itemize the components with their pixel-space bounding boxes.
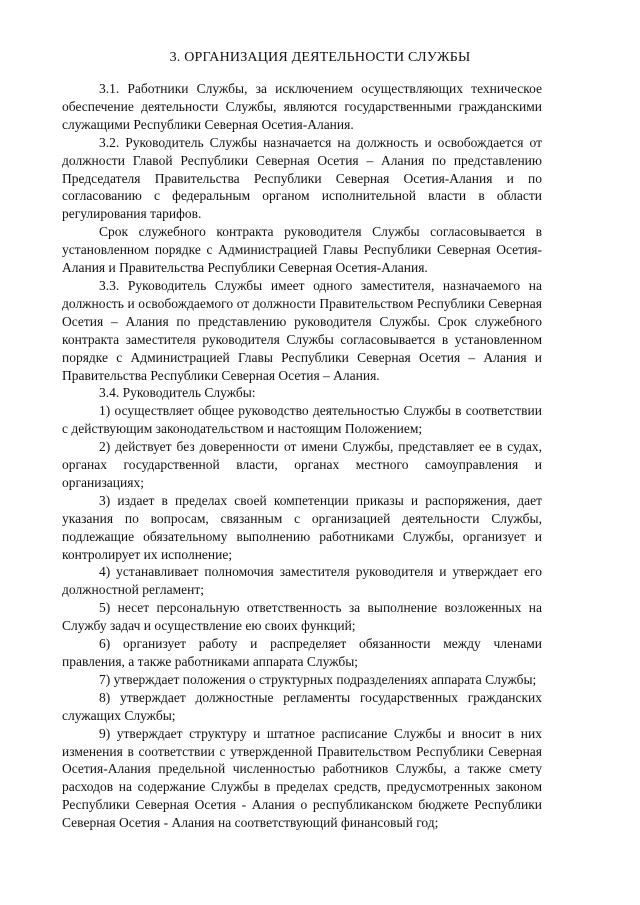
list-item-2: 2) действует без доверенности от имени Службы, представляет ее в судах, органах государственной власти, органах местного самоуправления и организациях; <box>62 439 542 490</box>
list-item-9: 9) утверждает структуру и штатное расписание Службы и вносит в них изменения в соответствии с утвержденной Правительством Республики Северная Осетия-Алания предельной численностью работников Службы, а также смету расходов на содержание Службы в пределах средств, предусмотренных законом Республики Северная Осетия - Алания о республиканском бюджете Республики Северная Осетия - Алания на соответствующий финансовый год; <box>62 725 542 831</box>
list-item-4: 4) устанавливает полномочия заместителя руководителя и утверждает его должностной регламент; <box>62 564 542 598</box>
paragraph-contract-term: Срок служебного контракта руководителя Службы согласовывается в установленном порядке с Администрацией Главы Республики Северная Осетия-Алания и Правительства Республики Северная Осетия-Алания. <box>62 224 542 276</box>
paragraph-3-4: 3.4. Руководитель Службы: <box>99 385 256 401</box>
paragraph-3-3: 3.3. Руководитель Службы имеет одного заместителя, назначаемого на должность и освобождаемого от должности Правительством Республики Северная Осетия – Алания по представлению руководителя Службы. Срок служебного контракта заместителя руководителя Службы согласовывается в установленном порядке с Администрацией Главы Республики Северная Осетия – Алания и Правительства Республики Северная Осетия – Алания. <box>62 277 542 383</box>
paragraph-3-2: 3.2. Руководитель Службы назначается на должность и освобождается от должности Главой Республики Северная Осетия – Алания по представлению Председателя Правительства Республики Северная Осетия-Алания и по согласованию с федеральным органом исполнительной власти в области регулирования тарифов. <box>62 134 542 222</box>
section-title: 3. ОРГАНИЗАЦИЯ ДЕЯТЕЛЬНОСТИ СЛУЖБЫ <box>169 50 471 65</box>
list-item-5: 5) несет персональную ответственность за выполнение возложенных на Службу задач и осуществление ею своих функций; <box>62 600 542 634</box>
paragraph-3-1: 3.1. Работники Службы, за исключением осуществляющих техническое обеспечение деятельности Службы, являются государственными гражданскими служащими Республики Северная Осетия-Алания. <box>62 81 542 132</box>
document-body <box>62 80 542 832</box>
list-item-1: 1) осуществляет общее руководство деятельностью Службы в соответствии с действующим законодательством и настоящим Положением; <box>62 403 542 437</box>
list-item-3: 3) издает в пределах своей компетенции приказы и распоряжения, дает указания по вопросам, связанным с организацией деятельности Службы, подлежащие обязательному выполнению работниками Службы, организует и контролирует их исполнение; <box>62 492 542 562</box>
list-item-6: 6) организует работу и распределяет обязанности между членами правления, а также работниками аппарата Службы; <box>62 636 542 669</box>
list-item-7: 7) утверждает положения о структурных подразделениях аппарата Службы; <box>99 671 537 687</box>
list-item-8: 8) утверждает должностные регламенты государственных гражданских служащих Службы; <box>62 689 542 723</box>
